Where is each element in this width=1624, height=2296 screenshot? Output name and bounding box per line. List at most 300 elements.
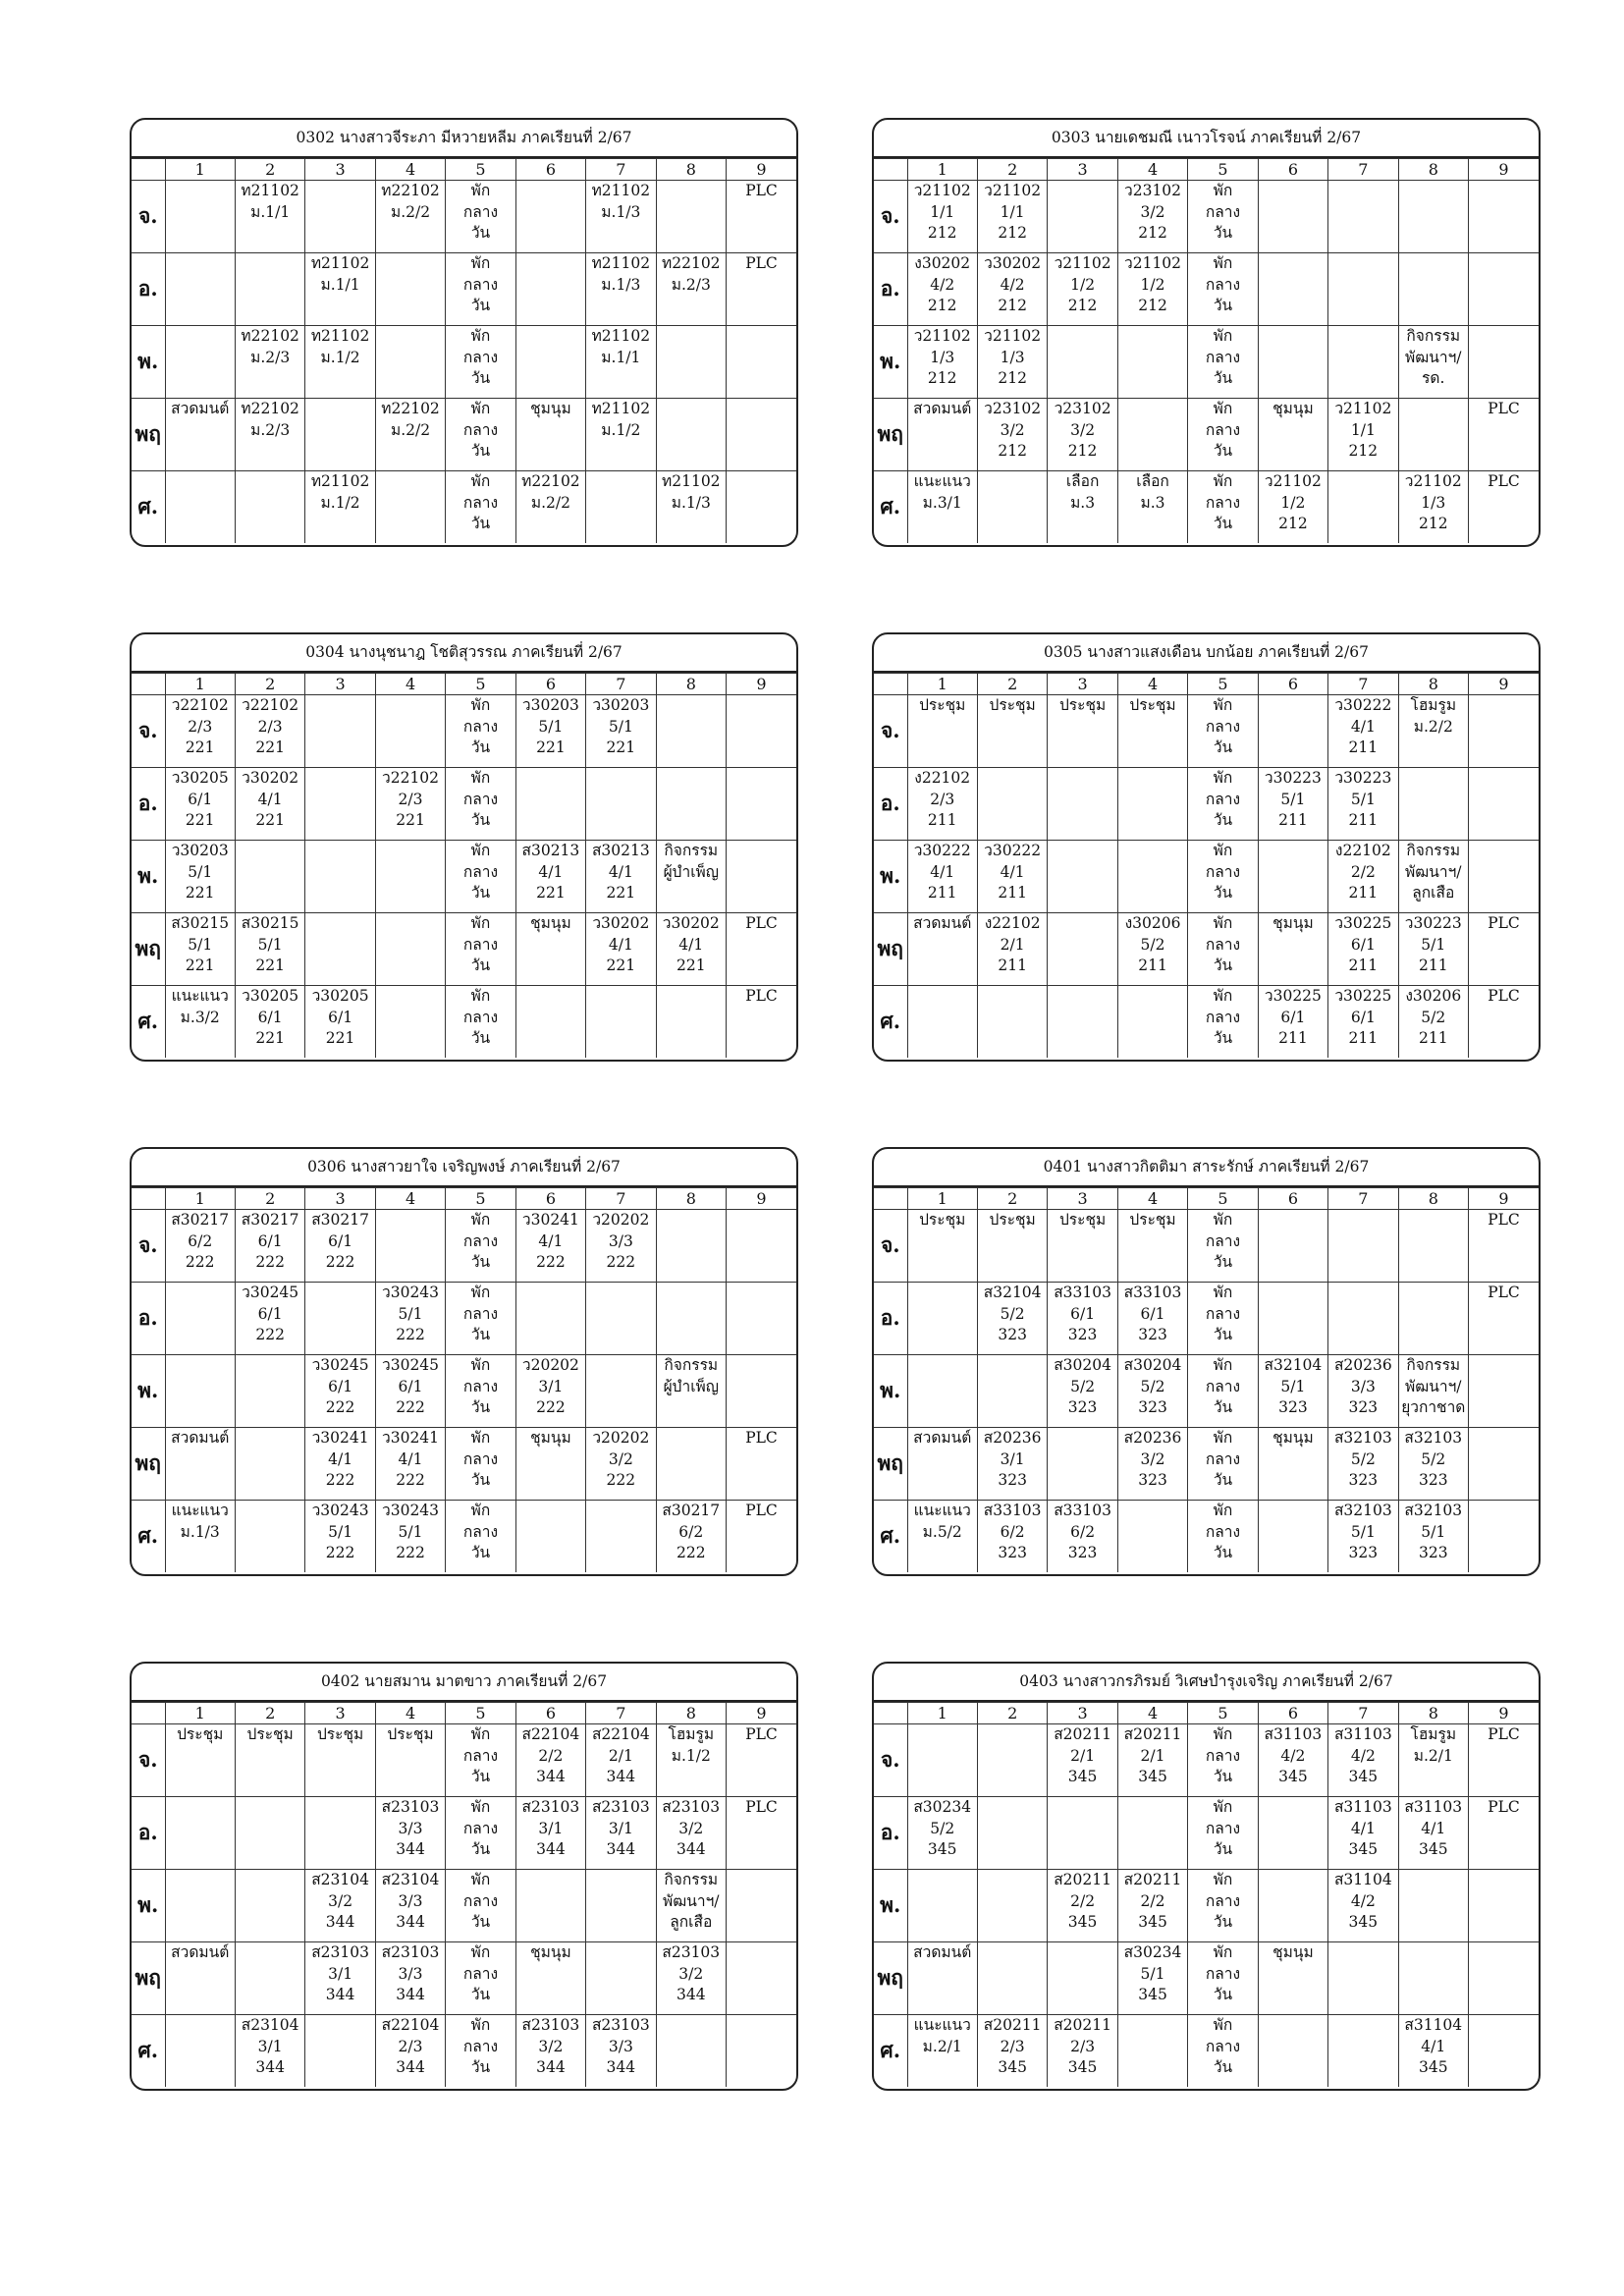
day-label: พฤ — [874, 399, 907, 471]
period-cell — [515, 326, 585, 399]
day-label: จ. — [874, 695, 907, 768]
period-cell: กิจกรรม พัฒนาฯ/ รด. — [1398, 326, 1468, 399]
period-cell — [235, 1355, 304, 1428]
timetable — [874, 673, 1539, 1058]
period-cell: ส30215 5/1 221 — [235, 913, 304, 986]
period-cell — [515, 181, 585, 253]
period-header: 7 — [586, 674, 656, 695]
period-cell: ท21102 ม.1/2 — [305, 471, 375, 544]
period-cell: ง22102 2/2 211 — [1328, 841, 1398, 913]
day-label: อ. — [874, 1283, 907, 1355]
period-header: 4 — [375, 159, 445, 181]
period-cell: โฮมรูม ม.2/2 — [1398, 695, 1468, 768]
period-cell: ว30225 6/1 211 — [1328, 986, 1398, 1059]
period-cell: ว30243 5/1 222 — [375, 1501, 445, 1573]
day-row — [132, 1724, 796, 1797]
period-cell — [1117, 986, 1187, 1059]
period-cell — [515, 768, 585, 841]
schedule-card — [130, 1147, 798, 1576]
day-row — [132, 2015, 796, 2088]
period-cell — [305, 1797, 375, 1870]
period-header-row — [874, 159, 1539, 181]
period-header: 6 — [515, 674, 585, 695]
period-cell: พัก กลาง วัน — [446, 253, 515, 326]
period-cell — [305, 695, 375, 768]
schedule-card — [872, 1147, 1541, 1576]
period-cell — [515, 253, 585, 326]
period-cell — [1398, 1283, 1468, 1355]
period-cell — [907, 1355, 977, 1428]
period-cell: ส30234 5/1 345 — [1117, 1942, 1187, 2015]
period-cell: ส30204 5/2 323 — [1117, 1355, 1187, 1428]
day-row — [132, 768, 796, 841]
day-row — [874, 1942, 1539, 2015]
period-cell: พัก กลาง วัน — [1188, 913, 1258, 986]
period-cell: พัก กลาง วัน — [446, 471, 515, 544]
period-cell — [656, 1283, 726, 1355]
period-header: 2 — [235, 674, 304, 695]
schedule-card — [872, 632, 1541, 1062]
period-cell — [656, 1428, 726, 1501]
period-cell: แนะแนว ม.1/3 — [165, 1501, 235, 1573]
day-row — [132, 841, 796, 913]
period-cell — [165, 1283, 235, 1355]
period-header: 9 — [727, 674, 797, 695]
period-cell: ง30202 4/2 212 — [907, 253, 977, 326]
day-label: ศ. — [132, 1501, 165, 1573]
day-label: พฤ — [874, 913, 907, 986]
period-cell: พัก กลาง วัน — [446, 768, 515, 841]
period-cell — [1117, 326, 1187, 399]
period-cell: ส22104 2/2 344 — [515, 1724, 585, 1797]
period-cell: พัก กลาง วัน — [446, 181, 515, 253]
period-cell: ส33103 6/2 323 — [977, 1501, 1047, 1573]
period-header: 3 — [1048, 1703, 1117, 1724]
period-header: 3 — [305, 1703, 375, 1724]
period-header: 9 — [727, 1703, 797, 1724]
day-label: จ. — [132, 181, 165, 253]
day-label: ศ. — [874, 2015, 907, 2088]
period-cell — [1258, 695, 1327, 768]
period-cell: ว23102 3/2 212 — [977, 399, 1047, 471]
period-cell: ว20202 3/1 222 — [515, 1355, 585, 1428]
timetable — [132, 158, 796, 543]
period-header: 8 — [1398, 674, 1468, 695]
period-cell: ส33103 6/2 323 — [1048, 1501, 1117, 1573]
period-cell: ว30223 5/1 211 — [1258, 768, 1327, 841]
period-cell — [727, 1210, 797, 1283]
period-cell: แนะแนว ม.3/2 — [165, 986, 235, 1059]
corner-cell — [874, 159, 907, 181]
period-header: 3 — [1048, 1188, 1117, 1210]
period-cell — [1328, 471, 1398, 544]
period-header: 2 — [235, 1188, 304, 1210]
period-cell: ว21102 1/1 212 — [907, 181, 977, 253]
period-cell: PLC — [1469, 1283, 1540, 1355]
period-cell — [375, 695, 445, 768]
period-cell: PLC — [1469, 913, 1540, 986]
period-cell: ว30225 6/1 211 — [1328, 913, 1398, 986]
period-header: 5 — [1188, 1703, 1258, 1724]
timetable — [132, 1702, 796, 2087]
day-row — [874, 1428, 1539, 1501]
corner-cell — [132, 1703, 165, 1724]
period-cell — [305, 768, 375, 841]
period-header: 4 — [1117, 1703, 1187, 1724]
period-cell: ว30205 6/1 221 — [165, 768, 235, 841]
period-cell: พัก กลาง วัน — [446, 399, 515, 471]
day-row — [874, 326, 1539, 399]
period-cell: PLC — [727, 1428, 797, 1501]
period-cell: ว21102 1/3 212 — [907, 326, 977, 399]
period-cell — [375, 471, 445, 544]
day-label: อ. — [874, 253, 907, 326]
period-cell: พัก กลาง วัน — [446, 695, 515, 768]
period-header: 3 — [1048, 159, 1117, 181]
period-cell: พัก กลาง วัน — [446, 1428, 515, 1501]
period-cell: ท21102 ม.1/1 — [305, 253, 375, 326]
period-cell: ส31103 4/2 345 — [1258, 1724, 1327, 1797]
period-cell: ประชุม — [1048, 695, 1117, 768]
day-row — [874, 1355, 1539, 1428]
day-row — [132, 181, 796, 253]
day-row — [874, 181, 1539, 253]
period-cell: ว23102 3/2 212 — [1117, 181, 1187, 253]
period-cell: ว30241 4/1 222 — [305, 1428, 375, 1501]
period-cell — [977, 768, 1047, 841]
period-cell — [1328, 253, 1398, 326]
period-cell: ประชุม — [1117, 695, 1187, 768]
timetable — [874, 158, 1539, 543]
period-cell: ส32103 5/2 323 — [1398, 1428, 1468, 1501]
day-label: พฤ — [874, 1428, 907, 1501]
timetable — [874, 1187, 1539, 1572]
period-header: 4 — [1117, 674, 1187, 695]
day-label: พ. — [874, 326, 907, 399]
period-cell: ว30241 4/1 222 — [375, 1428, 445, 1501]
period-cell: พัก กลาง วัน — [1188, 253, 1258, 326]
period-cell: โฮมรูม ม.2/1 — [1398, 1724, 1468, 1797]
period-cell: พัก กลาง วัน — [446, 1210, 515, 1283]
period-cell: PLC — [727, 253, 797, 326]
period-cell — [305, 841, 375, 913]
period-header: 1 — [907, 1188, 977, 1210]
period-cell: พัก กลาง วัน — [446, 326, 515, 399]
period-cell — [727, 2015, 797, 2088]
period-cell: ประชุม — [305, 1724, 375, 1797]
period-cell — [1469, 253, 1540, 326]
period-cell — [515, 1283, 585, 1355]
day-label: พฤ — [132, 1428, 165, 1501]
period-cell: ท21102 ม.1/3 — [586, 181, 656, 253]
period-header: 3 — [1048, 674, 1117, 695]
day-label: จ. — [874, 1210, 907, 1283]
day-row — [132, 986, 796, 1059]
period-header-row — [132, 1188, 796, 1210]
schedule-title: 0305 นางสาวแสงเดือน บกน้อย ภาคเรียนที่ 2/67 — [874, 634, 1539, 673]
period-header: 5 — [1188, 159, 1258, 181]
day-label: อ. — [132, 1283, 165, 1355]
schedule-card — [130, 1662, 798, 2091]
period-header: 9 — [1469, 1703, 1540, 1724]
period-header-row — [132, 674, 796, 695]
period-cell: ท22102 ม.2/3 — [235, 399, 304, 471]
period-cell: PLC — [727, 1501, 797, 1573]
period-cell — [1048, 1428, 1117, 1501]
period-cell: พัก กลาง วัน — [1188, 2015, 1258, 2088]
period-header: 2 — [235, 1703, 304, 1724]
period-cell: พัก กลาง วัน — [446, 2015, 515, 2088]
period-cell: ท21102 ม.1/2 — [586, 399, 656, 471]
period-cell: ประชุม — [907, 1210, 977, 1283]
period-cell: ว30245 6/1 222 — [375, 1355, 445, 1428]
day-row — [132, 1355, 796, 1428]
period-header: 5 — [1188, 674, 1258, 695]
period-cell: ส23103 3/1 344 — [586, 1797, 656, 1870]
schedule-title: 0403 นางสาวกรภิรมย์ วิเศษบำรุงเจริญ ภาคเรียนที่ 2/67 — [874, 1664, 1539, 1702]
period-cell — [907, 1724, 977, 1797]
day-row — [874, 471, 1539, 544]
day-row — [132, 913, 796, 986]
period-cell — [1258, 841, 1327, 913]
day-row — [132, 695, 796, 768]
period-header-row — [874, 674, 1539, 695]
period-header: 8 — [656, 1703, 726, 1724]
period-cell: ง22102 2/3 211 — [907, 768, 977, 841]
period-cell: ท22102 ม.2/3 — [235, 326, 304, 399]
period-cell — [586, 1870, 656, 1942]
period-cell — [1469, 326, 1540, 399]
period-header: 5 — [446, 674, 515, 695]
period-cell: ง22102 2/1 211 — [977, 913, 1047, 986]
period-cell — [1258, 181, 1327, 253]
period-cell: ส23103 3/1 344 — [515, 1797, 585, 1870]
day-label: พ. — [874, 1870, 907, 1942]
period-cell — [1469, 181, 1540, 253]
period-header: 6 — [1258, 1188, 1327, 1210]
period-cell — [165, 253, 235, 326]
day-row — [874, 841, 1539, 913]
schedule-card — [130, 118, 798, 547]
period-cell: ว30245 6/1 222 — [235, 1283, 304, 1355]
period-header: 2 — [977, 674, 1047, 695]
period-cell — [1398, 1942, 1468, 2015]
period-cell — [907, 1870, 977, 1942]
schedule-title: 0302 นางสาวจีระภา มีหวายหลีม ภาคเรียนที่ 2/67 — [132, 120, 796, 158]
period-cell: กิจกรรม ผู้บำเพ็ญ — [656, 841, 726, 913]
period-cell: พัก กลาง วัน — [1188, 1797, 1258, 1870]
period-cell: โฮมรูม ม.1/2 — [656, 1724, 726, 1797]
corner-cell — [874, 674, 907, 695]
corner-cell — [132, 159, 165, 181]
period-cell: กิจกรรม พัฒนาฯ/ ลูกเสือ — [1398, 841, 1468, 913]
period-cell: ส30217 6/1 222 — [235, 1210, 304, 1283]
period-header: 3 — [305, 674, 375, 695]
period-header: 2 — [977, 1703, 1047, 1724]
period-header: 3 — [305, 1188, 375, 1210]
period-cell — [235, 1501, 304, 1573]
period-cell — [1469, 1942, 1540, 2015]
day-label: อ. — [132, 1797, 165, 1870]
period-header: 7 — [1328, 1703, 1398, 1724]
day-row — [132, 1797, 796, 1870]
period-cell: พัก กลาง วัน — [1188, 399, 1258, 471]
period-cell: พัก กลาง วัน — [446, 1501, 515, 1573]
period-cell — [1117, 1501, 1187, 1573]
period-cell — [1048, 913, 1117, 986]
period-cell — [1328, 326, 1398, 399]
day-row — [874, 1283, 1539, 1355]
period-cell — [375, 841, 445, 913]
period-cell: ว23102 3/2 212 — [1048, 399, 1117, 471]
period-cell — [656, 695, 726, 768]
period-header: 4 — [1117, 1188, 1187, 1210]
period-cell — [727, 471, 797, 544]
period-cell — [656, 1210, 726, 1283]
period-cell — [1469, 768, 1540, 841]
period-cell: พัก กลาง วัน — [446, 1870, 515, 1942]
period-header: 1 — [907, 159, 977, 181]
day-row — [132, 253, 796, 326]
period-cell: ว20202 3/2 222 — [586, 1428, 656, 1501]
period-header: 6 — [1258, 674, 1327, 695]
period-cell: ว21102 1/2 212 — [1048, 253, 1117, 326]
period-cell — [727, 326, 797, 399]
period-cell — [165, 2015, 235, 2088]
period-cell: PLC — [1469, 399, 1540, 471]
day-label: พ. — [132, 841, 165, 913]
period-cell: ง30206 5/2 211 — [1117, 913, 1187, 986]
period-cell: ว30223 5/1 211 — [1398, 913, 1468, 986]
period-cell: ว30222 4/1 211 — [907, 841, 977, 913]
day-label: จ. — [132, 1210, 165, 1283]
period-cell — [586, 1501, 656, 1573]
period-header: 6 — [515, 159, 585, 181]
period-cell: ท22102 ม.2/2 — [375, 399, 445, 471]
period-cell: พัก กลาง วัน — [446, 913, 515, 986]
period-cell: พัก กลาง วัน — [1188, 326, 1258, 399]
period-cell — [656, 986, 726, 1059]
period-cell — [1048, 326, 1117, 399]
period-cell: พัก กลาง วัน — [1188, 181, 1258, 253]
period-cell: ชุมนุม — [1258, 399, 1327, 471]
period-header: 6 — [1258, 1703, 1327, 1724]
period-header: 7 — [1328, 159, 1398, 181]
period-cell — [1328, 1942, 1398, 2015]
period-cell — [1048, 768, 1117, 841]
period-header: 8 — [1398, 159, 1468, 181]
period-cell: ส20211 2/2 345 — [1048, 1870, 1117, 1942]
period-cell: ว30241 4/1 222 — [515, 1210, 585, 1283]
period-header: 3 — [305, 159, 375, 181]
period-cell — [375, 913, 445, 986]
day-label: อ. — [874, 768, 907, 841]
period-cell: ส31103 4/1 345 — [1328, 1797, 1398, 1870]
period-cell: ส22104 2/3 344 — [375, 2015, 445, 2088]
period-cell: ชุมนุม — [515, 1428, 585, 1501]
period-cell — [1328, 1283, 1398, 1355]
period-cell — [235, 1870, 304, 1942]
period-cell: ท21102 ม.1/1 — [586, 326, 656, 399]
period-cell: ส20211 2/1 345 — [1117, 1724, 1187, 1797]
day-label: พ. — [874, 841, 907, 913]
period-cell — [1048, 841, 1117, 913]
period-cell: ท21102 ม.1/2 — [305, 326, 375, 399]
period-cell: ชุมนุม — [1258, 913, 1327, 986]
period-cell: ส30217 6/2 222 — [656, 1501, 726, 1573]
period-cell: สวดมนต์ — [907, 1428, 977, 1501]
schedule-title: 0303 นายเดชมณี เนาวโรจน์ ภาคเรียนที่ 2/67 — [874, 120, 1539, 158]
period-cell — [165, 181, 235, 253]
period-header: 2 — [977, 159, 1047, 181]
period-cell: ส31104 4/2 345 — [1328, 1870, 1398, 1942]
period-cell: ส23103 3/2 344 — [515, 2015, 585, 2088]
period-cell — [1117, 399, 1187, 471]
period-cell: ว30203 5/1 221 — [586, 695, 656, 768]
period-header: 7 — [586, 1703, 656, 1724]
period-cell: ประชุม — [1117, 1210, 1187, 1283]
period-cell — [375, 326, 445, 399]
day-label: จ. — [874, 1724, 907, 1797]
corner-cell — [132, 674, 165, 695]
period-cell: พัก กลาง วัน — [1188, 1942, 1258, 2015]
period-cell: ท22102 ม.2/2 — [515, 471, 585, 544]
day-row — [874, 913, 1539, 986]
period-cell: สวดมนต์ — [165, 1942, 235, 2015]
period-cell — [1258, 1870, 1327, 1942]
corner-cell — [874, 1703, 907, 1724]
day-label: อ. — [874, 1797, 907, 1870]
day-label: อ. — [132, 253, 165, 326]
day-row — [132, 1210, 796, 1283]
period-header: 5 — [446, 1703, 515, 1724]
period-cell — [1258, 1283, 1327, 1355]
day-label: พ. — [132, 1355, 165, 1428]
period-cell: ส23103 3/1 344 — [305, 1942, 375, 2015]
period-cell — [727, 1283, 797, 1355]
period-cell: ส30204 5/2 323 — [1048, 1355, 1117, 1428]
period-cell: ท21102 ม.1/3 — [586, 253, 656, 326]
period-header: 1 — [165, 159, 235, 181]
day-label: ศ. — [874, 986, 907, 1059]
day-row — [874, 986, 1539, 1059]
period-cell: ส20211 2/2 345 — [1117, 1870, 1187, 1942]
period-header: 2 — [977, 1188, 1047, 1210]
period-cell — [977, 1724, 1047, 1797]
day-row — [874, 253, 1539, 326]
period-cell — [1258, 1501, 1327, 1573]
period-header: 5 — [1188, 1188, 1258, 1210]
period-cell: ส32103 5/1 323 — [1328, 1501, 1398, 1573]
period-cell — [586, 986, 656, 1059]
period-cell: ว30222 4/1 211 — [977, 841, 1047, 913]
period-cell — [1398, 1870, 1468, 1942]
period-cell — [1469, 2015, 1540, 2088]
period-cell — [586, 1355, 656, 1428]
day-row — [132, 1870, 796, 1942]
period-header: 4 — [1117, 159, 1187, 181]
period-cell: พัก กลาง วัน — [446, 1724, 515, 1797]
day-row — [874, 1870, 1539, 1942]
period-cell — [1398, 399, 1468, 471]
day-label: พฤ — [132, 913, 165, 986]
period-header: 9 — [727, 1188, 797, 1210]
period-cell: ส30217 6/2 222 — [165, 1210, 235, 1283]
period-cell — [977, 1355, 1047, 1428]
period-cell — [305, 2015, 375, 2088]
period-cell — [305, 399, 375, 471]
period-cell: พัก กลาง วัน — [1188, 1501, 1258, 1573]
